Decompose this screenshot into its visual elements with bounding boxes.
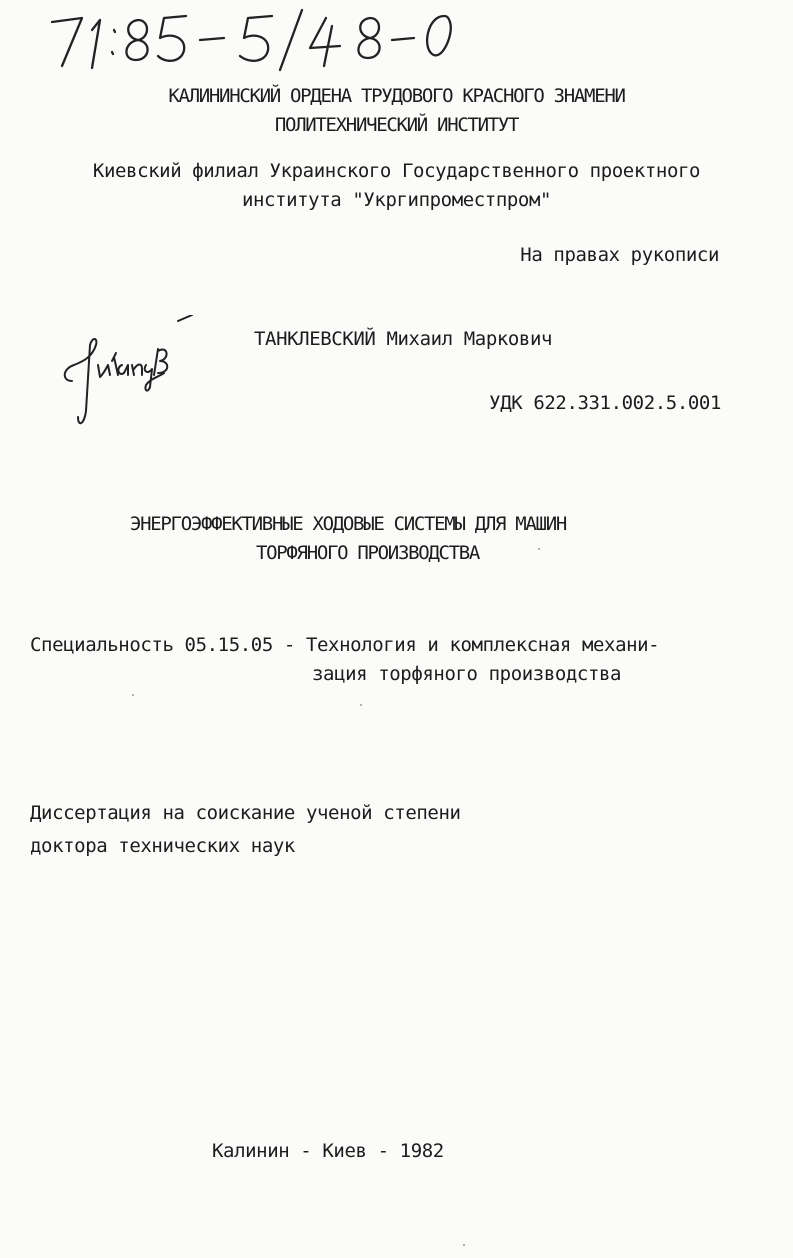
- handwritten-archive-number: [40, 0, 460, 78]
- scan-speck: [360, 704, 362, 706]
- place-and-year: Калинин - Киев - 1982: [212, 1140, 444, 1162]
- institute-name-line2: ПОЛИТЕХНИЧЕСКИЙ ИНСТИТУТ: [274, 114, 519, 136]
- dissertation-title-line2: ТОРФЯНОГО ПРОИЗВОДСТВА: [256, 542, 480, 564]
- dissertation-title-line1: ЭНЕРГОЭФФЕКТИВНЫЕ ХОДОВЫЕ СИСТЕМЫ ДЛЯ МАШИН: [130, 513, 566, 535]
- branch-name-line2: института "Укргипроместпром": [241, 189, 552, 211]
- degree-line2: доктора технических наук: [30, 835, 295, 857]
- degree-line1: Диссертация на соискание ученой степени: [30, 802, 461, 824]
- branch-name-line1: Киевский филиал Украинского Государственного проектного: [92, 160, 701, 182]
- author-name: ТАНКЛЕВСКИЙ Михаил Маркович: [254, 328, 553, 350]
- author-signature: [58, 315, 208, 433]
- specialty-line2: зация торфяного производства: [312, 663, 622, 685]
- scan-speck: [463, 1244, 465, 1246]
- specialty-line1: Специальность 05.15.05 - Технология и комплексная механи-: [30, 634, 660, 656]
- scan-speck: [538, 548, 540, 550]
- scan-speck: [132, 694, 134, 696]
- manuscript-rights: На правах рукописи: [520, 244, 719, 266]
- udc-code: УДК 622.331.002.5.001: [489, 392, 721, 414]
- institute-name-line1: КАЛИНИНСКИЙ ОРДЕНА ТРУДОВОГО КРАСНОГО ЗНАМЕНИ: [168, 85, 625, 107]
